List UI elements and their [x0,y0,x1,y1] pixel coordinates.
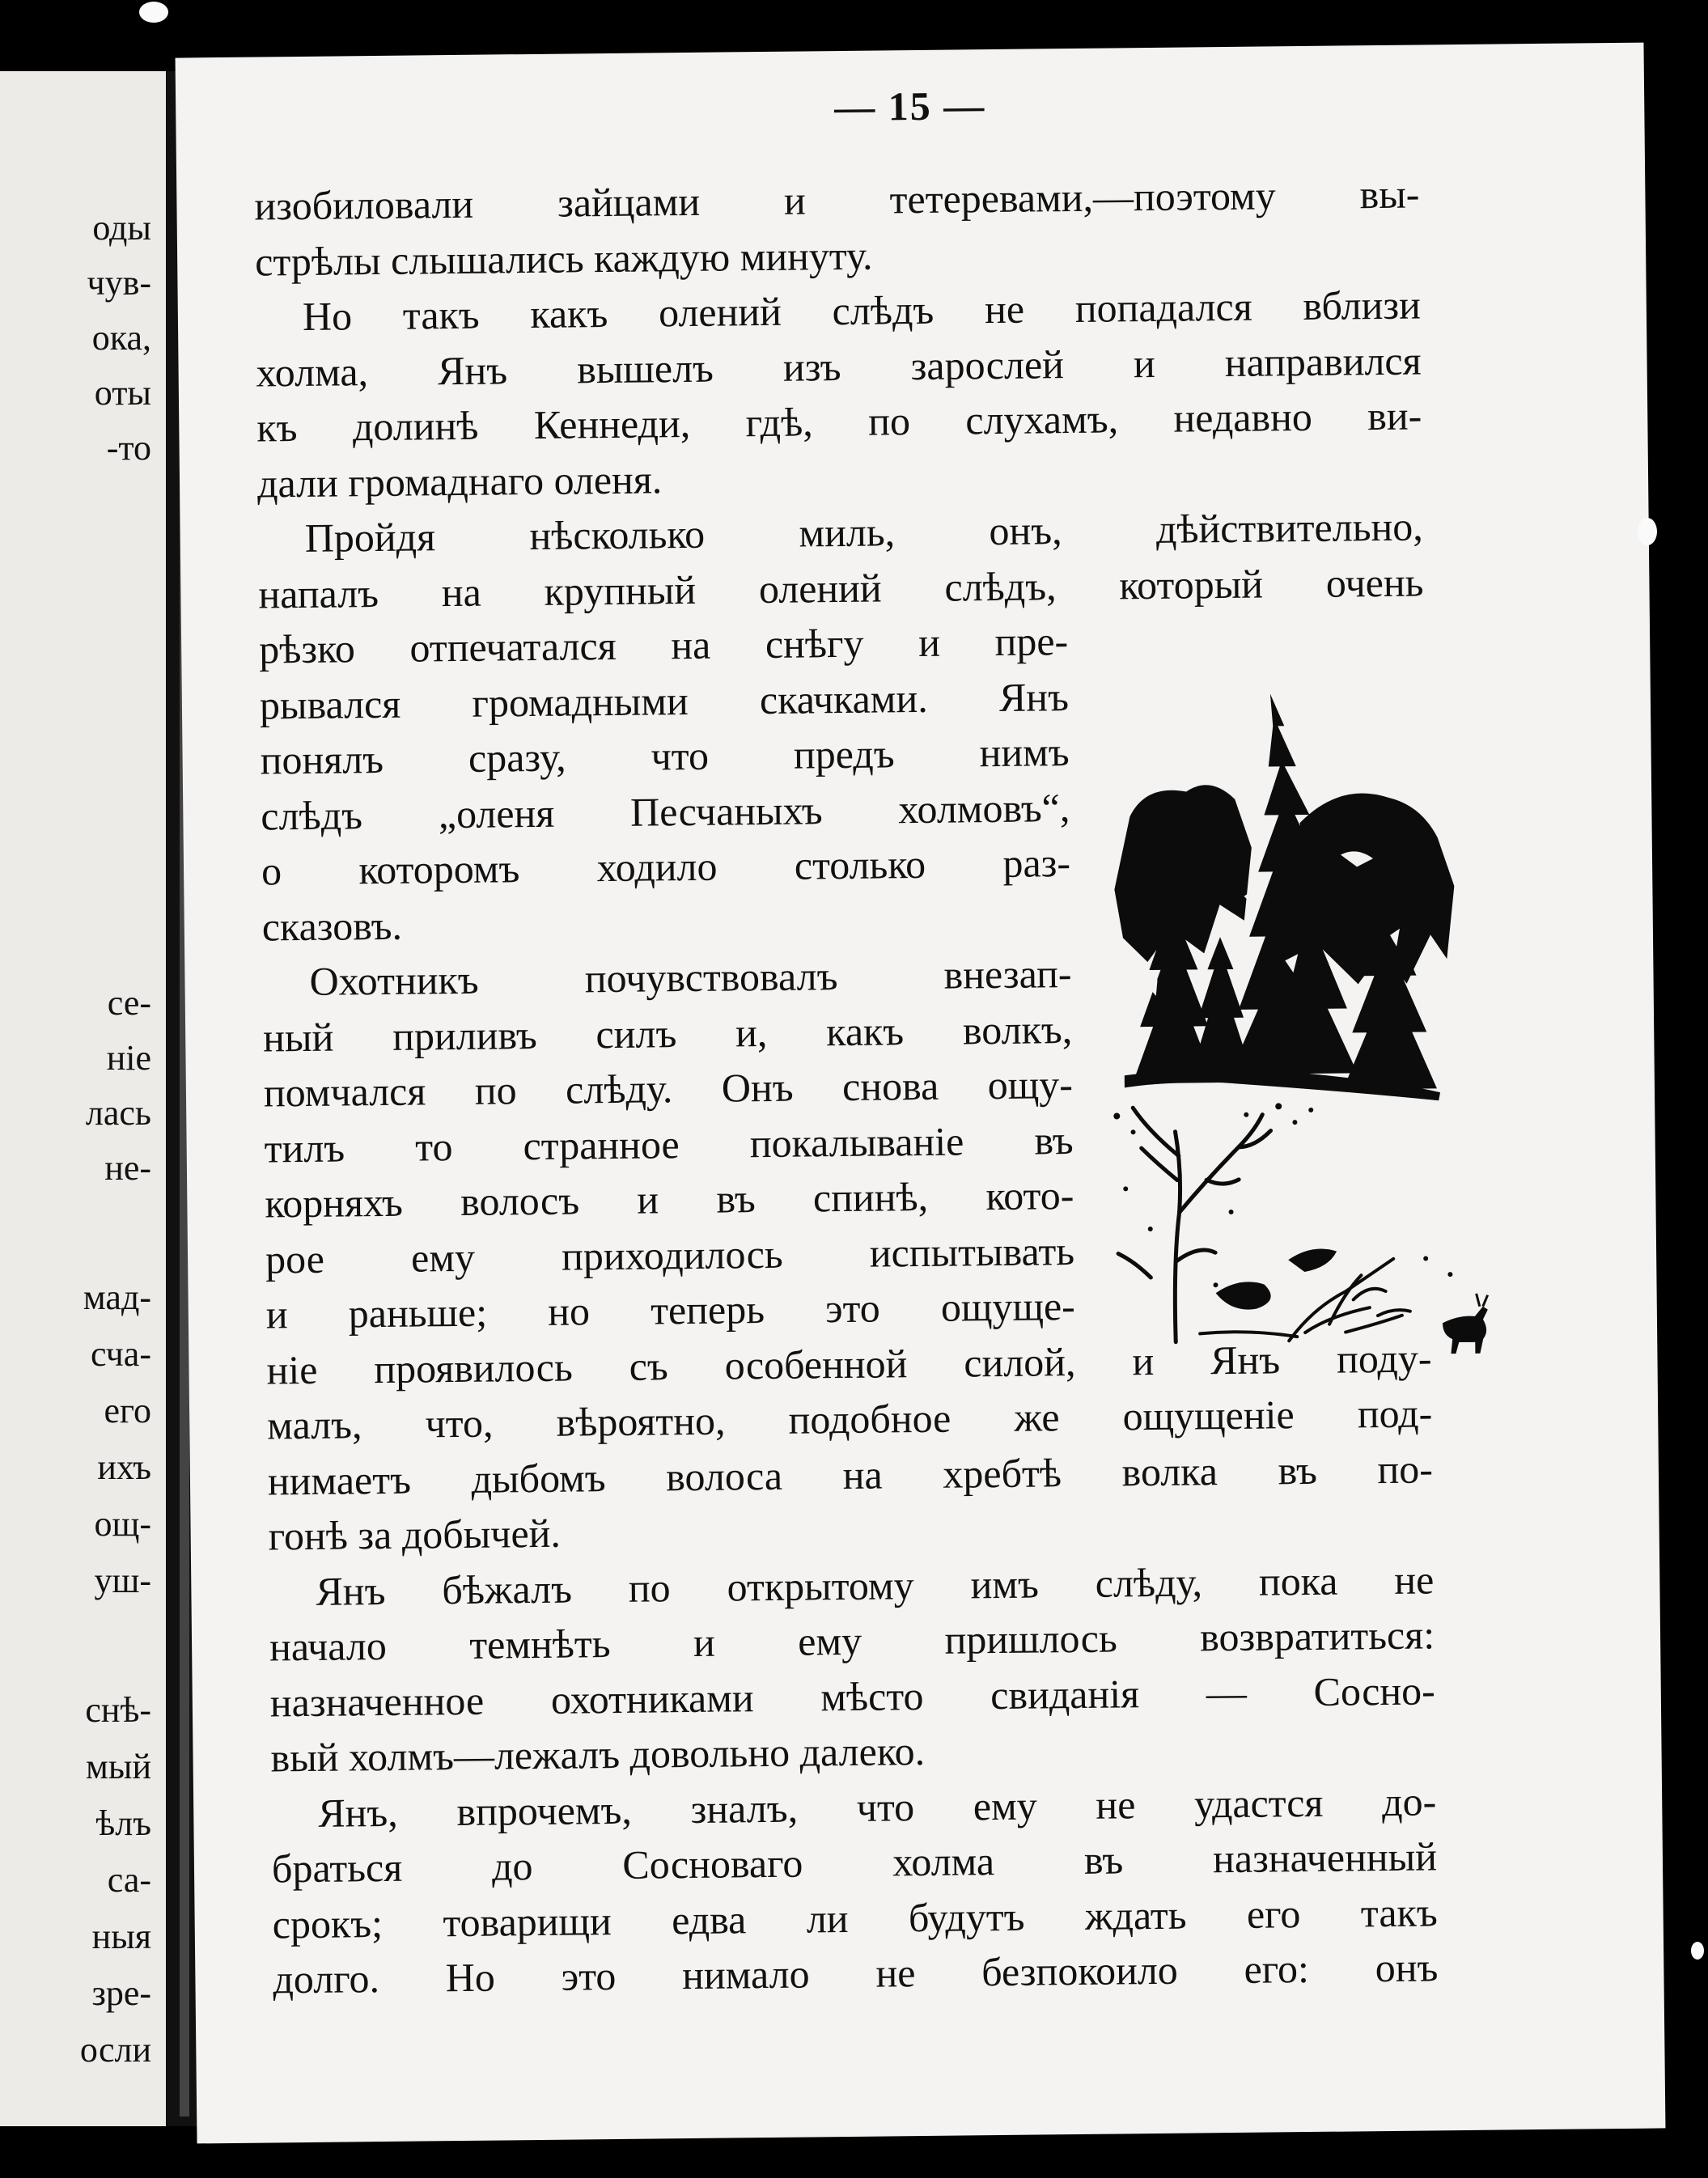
text-line: сказовъ. [261,902,403,950]
text-line: долго. Но это нимало не безпокоило его: онъ [273,1944,1439,2002]
left-text-fragment: -то [106,428,151,468]
text-line: тилъ то странное покалываніе въ [264,1117,1074,1171]
left-text-fragment: мад- [83,1278,151,1317]
text-line: гонѣ за добычей. [268,1510,562,1559]
left-text-fragment: снѣ- [85,1690,151,1730]
page-number: — 15 — [833,83,986,130]
text-line: къ долинѣ Кеннеди, гдѣ, по слухамъ, недавно ви- [256,392,1422,451]
text-line: напалъ на крупный олений слѣдъ, который очень [258,558,1424,617]
left-text-fragment: са- [107,1860,151,1900]
text-line: понялъ сразу, что предъ нимъ [260,729,1070,783]
text-line: ный приливъ силъ и, какъ волкъ, [262,1006,1073,1061]
text-line: холма, Янъ вышелъ изъ зарослей и направился [256,337,1422,396]
left-text-fragment: его [104,1391,151,1430]
left-text-fragment: мый [86,1747,151,1786]
left-text-fragment: ныя [91,1917,151,1956]
text-line: срокъ; товарищи едва ли будутъ ждать его такъ [272,1888,1438,1947]
text-line: корняхъ волосъ и въ спинѣ, кото- [265,1172,1074,1227]
left-text-fragment: ока, [91,318,151,358]
left-text-fragment: сча- [91,1334,151,1374]
left-text-fragment: лась [85,1093,151,1133]
text-line: назначенное охотниками мѣсто свиданія — Сосно- [269,1667,1436,1725]
left-text-fragment: осли [79,2030,151,2070]
text-line: браться до Сосноваго холма въ назначенный [271,1833,1438,1892]
text-line: вый холмъ—лежалъ довольно далеко. [270,1727,926,1781]
text-line: ніе проявилось съ особенной силой, и Янъ поду- [266,1334,1432,1392]
scan-blot [1638,518,1657,545]
left-page-fragment [0,71,166,2126]
forest-deer-illustration-icon [1096,691,1524,1358]
left-text-fragment: ніе [106,1038,151,1078]
text-line: изобиловали зайцами и тетеревами,—поэтому вы- [254,171,1420,229]
left-text-fragment: се- [107,983,151,1023]
left-text-fragment: чув- [87,263,151,303]
left-text-fragment: ихъ [97,1447,151,1487]
left-text-fragment: ѣлъ [95,1803,151,1843]
text-line: Охотникъ почувствовалъ внезап- [309,951,1072,1004]
text-line: стрѣлы слышались каждую минуту. [254,232,873,285]
text-line: Пройдя нѣсколько миль, онъ, дѣйствительно, [304,503,1423,561]
text-line: помчался по слѣду. Онъ снова ощу- [263,1061,1074,1116]
text-line: рѣзко отпечатался на снѣгу и пре- [258,618,1069,672]
left-text-fragment: зре- [91,1973,151,2013]
left-text-fragment: ощ- [94,1504,151,1544]
scan-blot [1691,1942,1704,1960]
text-line: Но такъ какъ олений слѣдъ не попадался вблизи [302,282,1422,339]
book-page [176,43,1666,2144]
scan-blot [139,2,168,23]
text-line: и раньше; но теперь это ощуще- [265,1283,1076,1337]
text-line: начало темнѣть и ему пришлось возвратиться: [269,1612,1435,1670]
text-line: дали громаднаго оленя. [256,456,663,506]
left-text-fragment: оты [94,373,151,413]
text-line: нимаетъ дыбомъ волоса на хребтѣ волка въ по- [267,1445,1434,1503]
text-line: малъ, что, вѣроятно, подобное же ощущеніе под- [266,1390,1433,1448]
text-line: слѣдъ „оленя Песчаныхъ холмовъ“, [261,784,1070,839]
text-line: Янъ, впрочемъ, зналъ, что ему не удастся до- [317,1778,1437,1836]
left-text-fragment: уш- [94,1561,151,1600]
text-line: рое ему приходилось испытывать [265,1227,1075,1282]
left-text-fragment: не- [104,1148,151,1188]
text-line: о которомъ ходило столько раз- [261,840,1071,894]
left-text-fragment: оды [92,208,151,248]
text-line: Янъ бѣжалъ по открытому имъ слѣду, пока не [316,1556,1435,1614]
text-line: рывался громадными скачками. Янъ [259,673,1070,728]
